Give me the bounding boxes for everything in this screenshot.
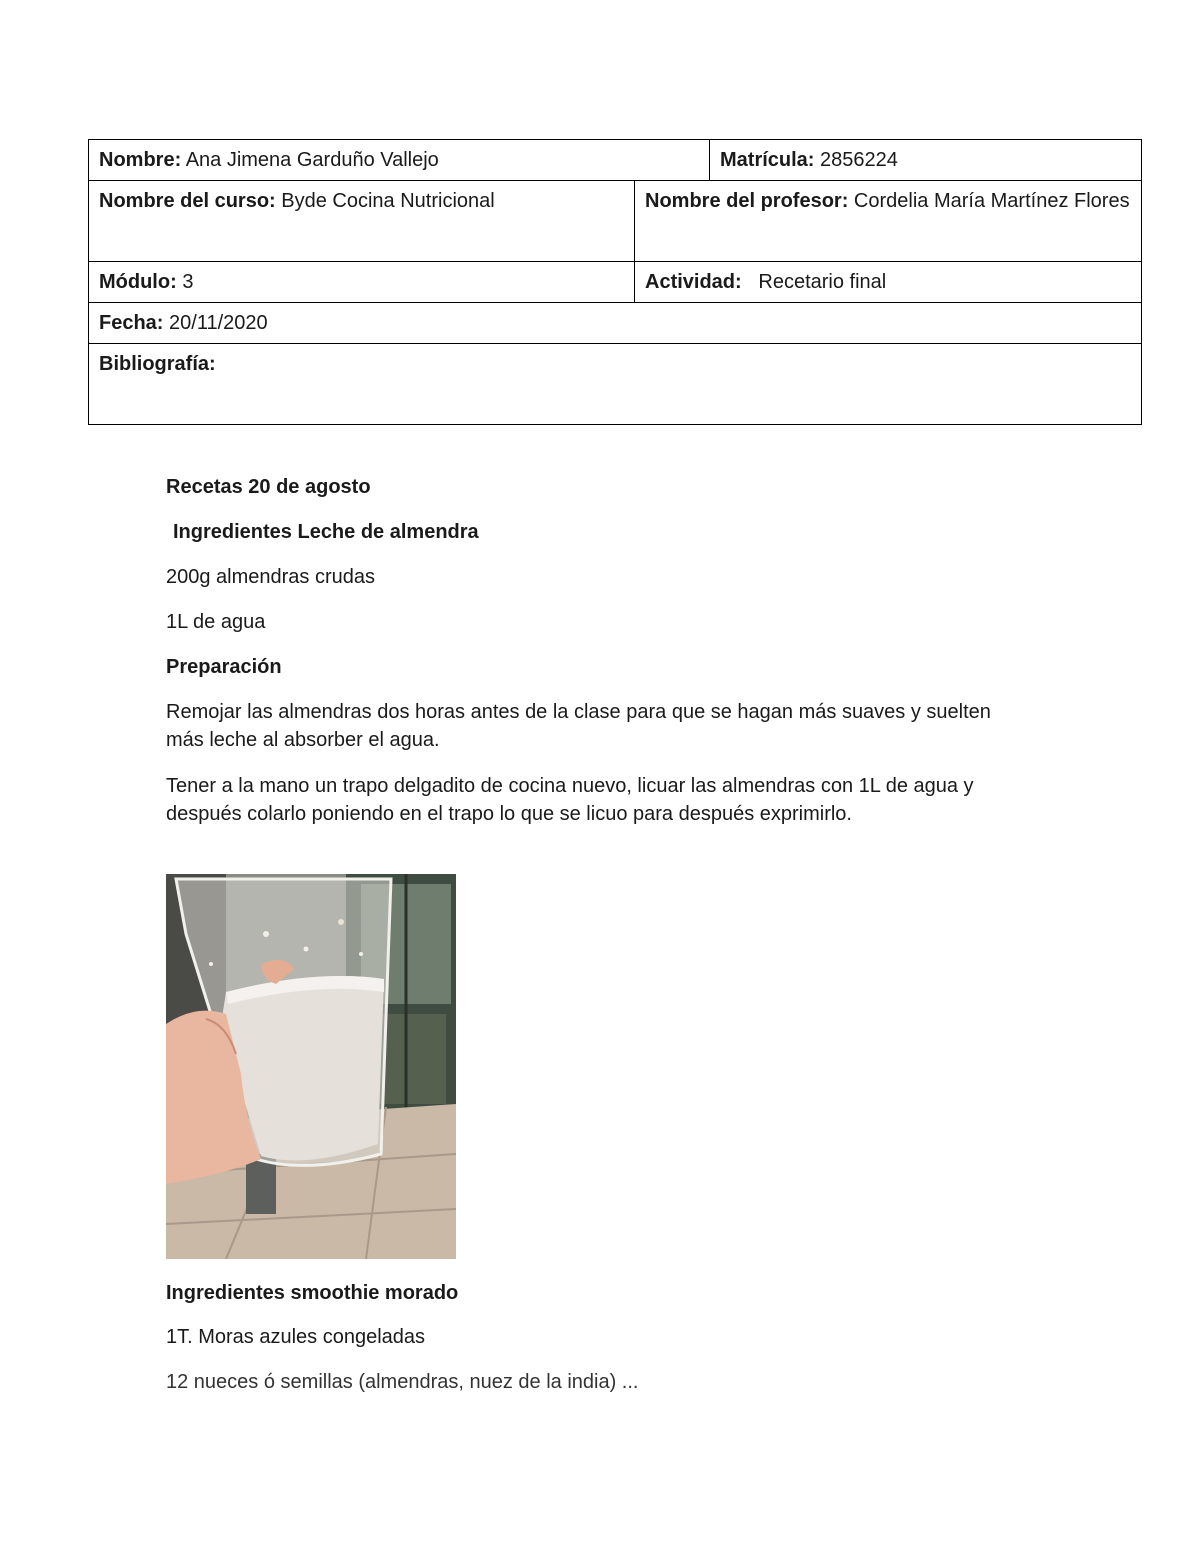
ingredient-agua: 1L de agua	[166, 611, 266, 633]
modulo-cell	[89, 262, 635, 303]
preparation-step-1: Remojar las almendras dos horas antes de la clase para que se hagan más suaves y suelten más leche al absorber el agua.	[166, 701, 991, 751]
blender-photo-icon	[166, 874, 456, 1259]
smoothie-ingredient-nueces: 12 nueces ó semillas (almendras, nuez de la india) ...	[166, 1371, 639, 1393]
preparation-step-2: Tener a la mano un trapo delgadito de cocina nuevo, licuar las almendras con 1L de agua y después colarlo poniendo en el trapo lo que se licuo para después exprimirlo.	[166, 775, 974, 825]
curso-label: Nombre del curso:	[99, 190, 276, 212]
curso-value: Byde Cocina Nutricional	[281, 190, 495, 212]
ingredient-almendras: 200g almendras crudas	[166, 566, 376, 588]
nombre-value: Ana Jimena Garduño Vallejo	[185, 149, 439, 171]
smoothie-ingredient-moras: 1T. Moras azules congeladas	[166, 1326, 426, 1348]
curso-cell	[89, 181, 635, 262]
matricula-value: 2856224	[820, 149, 898, 171]
fecha-cell	[89, 303, 1142, 344]
fecha-label: Fecha:	[99, 312, 164, 334]
profesor-cell	[635, 181, 1142, 262]
matricula-label: Matrícula:	[720, 149, 815, 171]
almond-milk-blender-photo	[166, 874, 456, 1259]
matricula-cell	[710, 140, 1142, 181]
modulo-value: 3	[182, 271, 194, 293]
modulo-label: Módulo:	[99, 271, 177, 293]
heading-recetas: Recetas 20 de agosto	[166, 476, 371, 498]
bibliografia-cell	[89, 344, 1142, 425]
student-info-table	[88, 139, 1142, 425]
actividad-label: Actividad:	[645, 271, 742, 293]
nombre-cell	[89, 140, 710, 181]
actividad-cell	[635, 262, 1142, 303]
heading-ingredientes-smoothie: Ingredientes smoothie morado	[166, 1282, 459, 1304]
bibliografia-label: Bibliografía:	[99, 353, 216, 375]
profesor-label: Nombre del profesor:	[645, 190, 849, 212]
actividad-value: Recetario final	[758, 271, 887, 293]
heading-preparacion: Preparación	[166, 656, 282, 678]
heading-ingredientes-leche: Ingredientes Leche de almendra	[173, 521, 479, 543]
fecha-value: 20/11/2020	[169, 312, 268, 334]
nombre-label: Nombre:	[99, 149, 182, 171]
profesor-value: Cordelia María Martínez Flores	[853, 190, 1130, 212]
